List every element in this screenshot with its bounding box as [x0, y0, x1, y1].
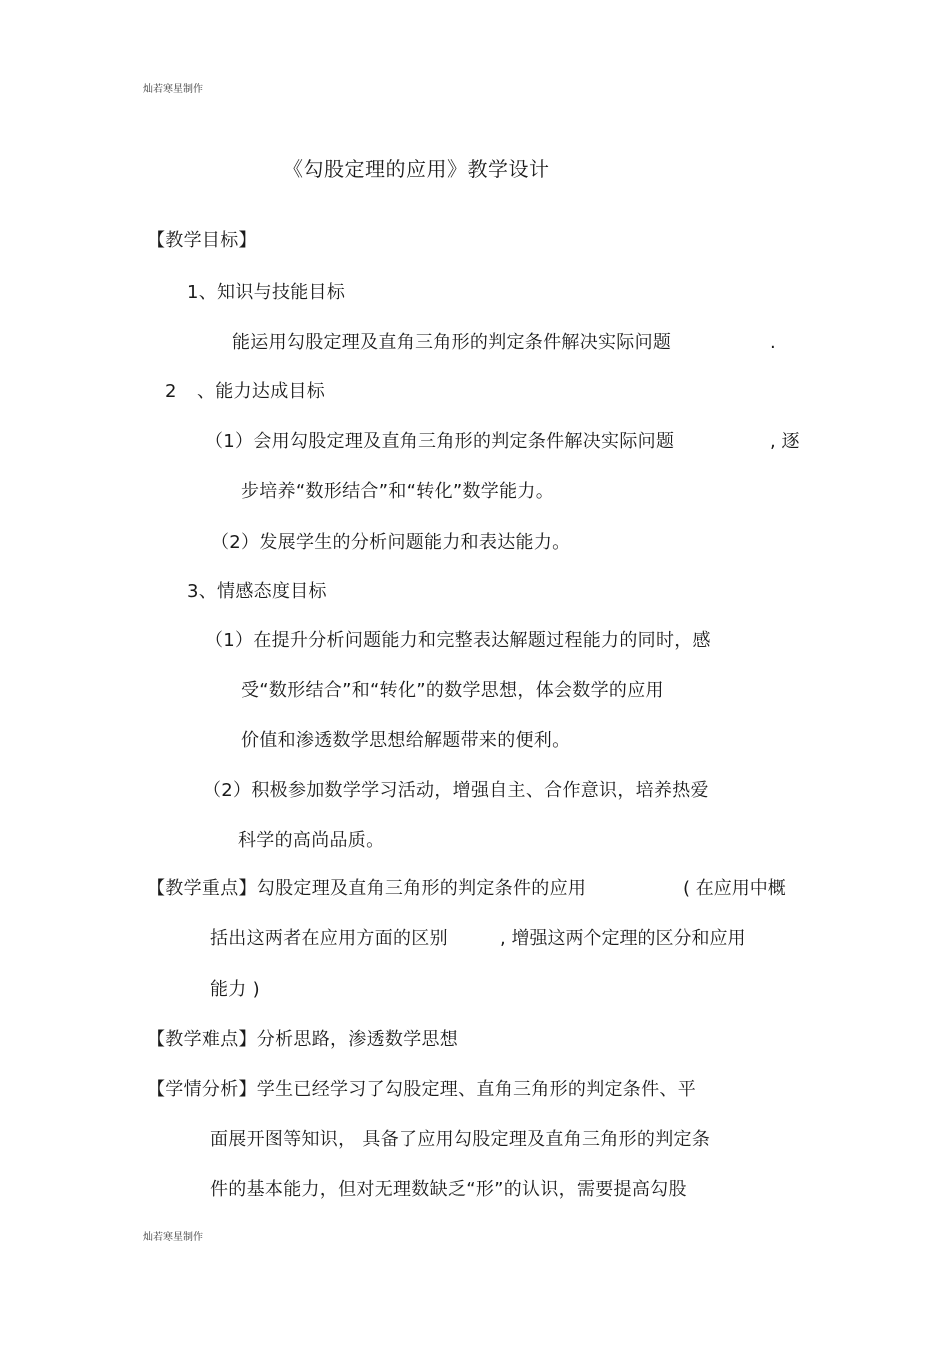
knowledge-skill-end-mark: . [770, 332, 776, 353]
emotion-item-2-line-1: （2）积极参加数学学习活动，增强自主、合作意识，培养热爱 [203, 780, 709, 801]
ability-item-1-line-1: （1）会用勾股定理及直角三角形的判定条件解决实际问题 [205, 431, 675, 452]
knowledge-skill-text: 能运用勾股定理及直角三角形的判定条件解决实际问题 [232, 332, 672, 353]
difficulties-line-1: 【教学难点】分析思路，渗透数学思想 [147, 1029, 459, 1050]
emotion-item-1-line-3: 价值和渗透数学思想给解题带来的便利。 [241, 730, 571, 751]
key-points-line-1-tail: ( 在应用中概 [683, 878, 786, 899]
key-points-line-3: 能力 ) [210, 979, 260, 1000]
emotion-item-1-line-2: 受“数形结合”和“转化”的数学思想，体会数学的应用 [241, 680, 664, 701]
key-points-line-2: 括出这两者在应用方面的区别 [210, 928, 448, 949]
document-title: 《勾股定理的应用》教学设计 [283, 157, 550, 181]
emotion-heading: 3、情感态度目标 [187, 581, 327, 602]
ability-item-1-tail: , 逐 [770, 431, 800, 452]
page-footer-producer: 灿若寒星制作 [143, 1232, 203, 1243]
analysis-line-2: 面展开图等知识， 具备了应用勾股定理及直角三角形的判定条 [210, 1129, 711, 1150]
emotion-item-2-line-2: 科学的高尚品质。 [238, 830, 385, 851]
knowledge-skill-heading: 1、知识与技能目标 [187, 282, 346, 303]
analysis-line-3: 件的基本能力，但对无理数缺乏“形”的认识，需要提高勾股 [210, 1179, 687, 1200]
ability-heading-number: 2 [165, 381, 177, 402]
page-header-producer: 灿若寒星制作 [143, 84, 203, 95]
objectives-heading: 【教学目标】 [147, 230, 257, 251]
emotion-item-1-line-1: （1）在提升分析问题能力和完整表达解题过程能力的同时，感 [205, 630, 711, 651]
ability-heading: 、能力达成目标 [197, 381, 326, 402]
analysis-line-1: 【学情分析】学生已经学习了勾股定理、直角三角形的判定条件、平 [147, 1079, 696, 1100]
ability-item-2: （2）发展学生的分析问题能力和表达能力。 [211, 532, 571, 553]
key-points-line-2-tail: , 增强这两个定理的区分和应用 [500, 928, 746, 949]
ability-item-1-line-2: 步培养“数形结合”和“转化”数学能力。 [241, 481, 554, 502]
key-points-line-1: 【教学重点】勾股定理及直角三角形的判定条件的应用 [147, 878, 587, 899]
